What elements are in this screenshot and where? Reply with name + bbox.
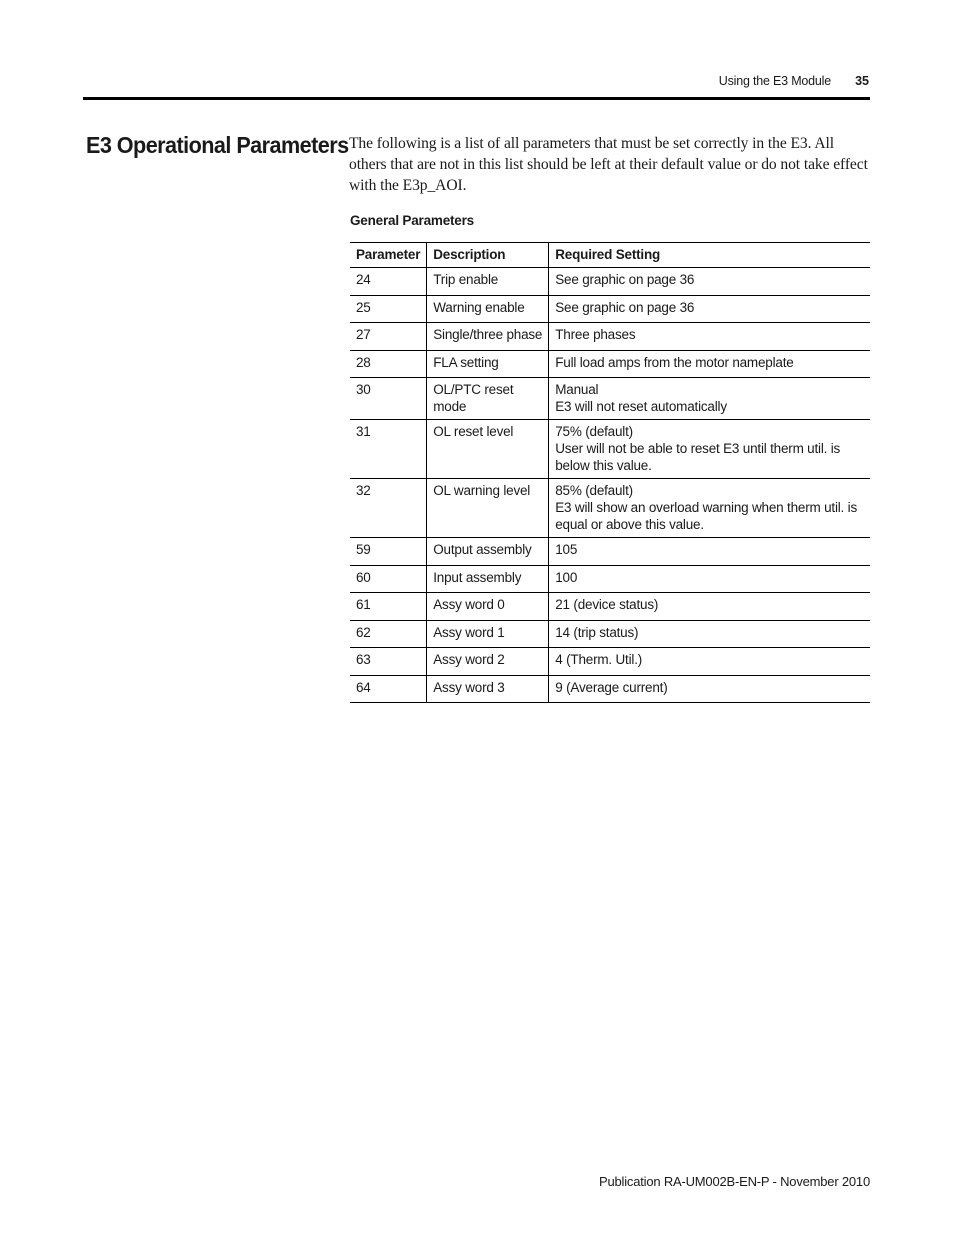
- required-setting-cell: [549, 565, 870, 593]
- table-row: [350, 420, 870, 479]
- section-heading: E3 Operational Parameters: [86, 132, 349, 158]
- setting-line: 14 (trip status): [555, 624, 639, 640]
- required-setting-cell: [549, 479, 870, 538]
- setting-line: E3 will show an overload warning when therm util. is equal or above this value.: [555, 500, 857, 532]
- required-setting-cell: [549, 620, 870, 648]
- setting-line: User will not be able to reset E3 until therm util. is below this value.: [555, 441, 841, 473]
- publication-footer: Publication RA-UM002B-EN-P - November 2010: [599, 1174, 870, 1189]
- required-setting-cell: [549, 648, 870, 676]
- table-row: [350, 593, 870, 621]
- description-cell: Warning enable: [427, 295, 549, 323]
- parameter-cell: 60: [350, 565, 427, 593]
- setting-line: 4 (Therm. Util.): [555, 652, 643, 667]
- setting-line: 75% (default): [555, 424, 633, 439]
- parameter-cell: 61: [350, 593, 427, 621]
- table-row: [350, 565, 870, 593]
- required-setting-cell: [549, 268, 870, 296]
- setting-line: 105: [555, 542, 578, 557]
- table-row: [350, 479, 870, 538]
- description-cell: Assy word 0: [427, 593, 549, 621]
- required-setting-cell: [549, 538, 870, 566]
- required-setting-cell: [549, 675, 870, 703]
- running-header-section: Using the E3 Module: [718, 74, 831, 88]
- required-setting-cell: [549, 295, 870, 323]
- table-title: General Parameters: [350, 213, 474, 228]
- required-setting-cell: [549, 420, 870, 479]
- description-cell: Single/three phase: [427, 323, 549, 351]
- parameter-cell: 31: [350, 420, 427, 479]
- column-header-parameter: Parameter: [350, 243, 427, 268]
- parameter-cell: 28: [350, 350, 427, 378]
- setting-line: Manual: [555, 382, 599, 397]
- page-number: 35: [855, 74, 869, 88]
- table-row: [350, 675, 870, 703]
- description-cell: Input assembly: [427, 565, 549, 593]
- setting-line: Full load amps from the motor nameplate: [555, 354, 794, 370]
- setting-line: See graphic on page 36: [555, 299, 695, 315]
- setting-line: 100: [555, 569, 578, 585]
- description-cell: Trip enable: [427, 268, 549, 296]
- description-cell: FLA setting: [427, 350, 549, 378]
- setting-line: 9 (Average current): [555, 679, 668, 695]
- description-cell: OL/PTC reset mode: [427, 378, 549, 420]
- table-row: [350, 648, 870, 676]
- description-cell: Assy word 3: [427, 675, 549, 703]
- description-cell: Output assembly: [427, 538, 549, 566]
- table-row: [350, 620, 870, 648]
- required-setting-cell: [549, 323, 870, 351]
- parameter-cell: 59: [350, 538, 427, 566]
- description-cell: Assy word 1: [427, 620, 549, 648]
- parameter-cell: 25: [350, 295, 427, 323]
- required-setting-cell: [549, 378, 870, 420]
- parameter-cell: 24: [350, 268, 427, 296]
- table-row: [350, 295, 870, 323]
- table-row: [350, 323, 870, 351]
- parameter-cell: 30: [350, 378, 427, 420]
- general-parameters-table: [350, 242, 870, 703]
- parameter-cell: 64: [350, 675, 427, 703]
- parameter-cell: 63: [350, 648, 427, 676]
- parameter-cell: 27: [350, 323, 427, 351]
- setting-line: E3 will not reset automatically: [555, 399, 727, 414]
- setting-line: 21 (device status): [555, 597, 659, 612]
- required-setting-cell: [549, 593, 870, 621]
- setting-line: See graphic on page 36: [555, 272, 695, 287]
- intro-paragraph: The following is a list of all parameters that must be set correctly in the E3. All others that are not in this list should be left at their default value or do not take effect with the E3p_AOI.: [349, 135, 868, 194]
- header-rule: [83, 97, 870, 100]
- table-row: [350, 350, 870, 378]
- table-row: [350, 538, 870, 566]
- table-header-row: [350, 243, 870, 268]
- table-row: [350, 378, 870, 420]
- parameter-cell: 32: [350, 479, 427, 538]
- setting-line: 85% (default): [555, 483, 633, 498]
- required-setting-cell: [549, 350, 870, 378]
- description-cell: OL warning level: [427, 479, 549, 538]
- column-header-required-setting: Required Setting: [549, 243, 870, 268]
- table-row: [350, 268, 870, 296]
- table-body: [350, 268, 870, 703]
- description-cell: Assy word 2: [427, 648, 549, 676]
- parameter-cell: 62: [350, 620, 427, 648]
- description-cell: OL reset level: [427, 420, 549, 479]
- column-header-description: Description: [427, 243, 549, 268]
- setting-line: Three phases: [555, 327, 636, 342]
